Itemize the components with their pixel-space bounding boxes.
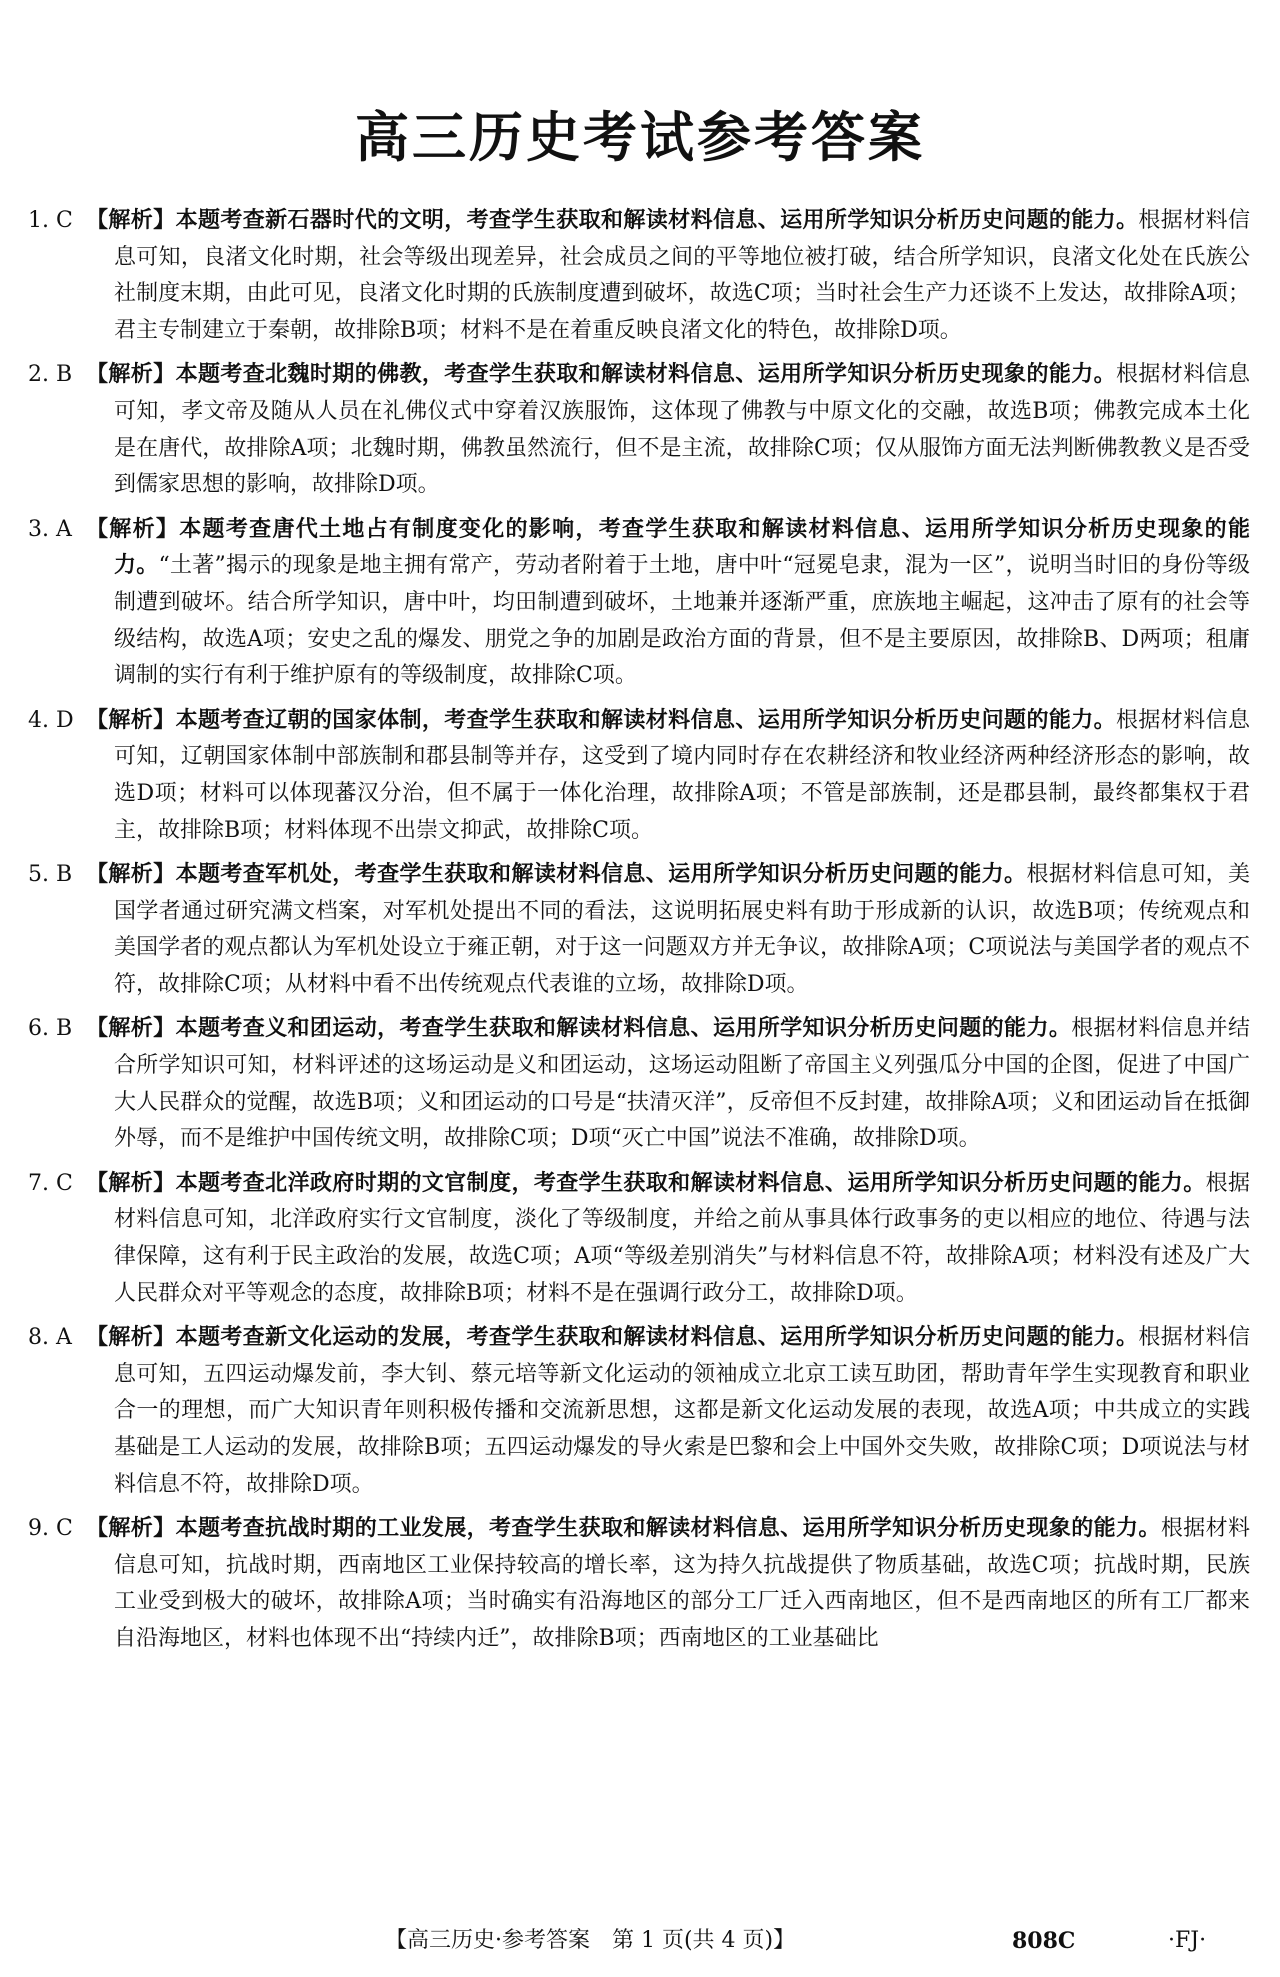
explanation-body: 根据材料信息可知，辽朝国家体制中部族制和郡县制等并存，这受到了境内同时存在农耕经济和牧业经济两种经济形态的影响，故选D项；材料可以体现蕃汉分治，但不属于一体化治理，故排除A项；不管是部族制，还是郡县制，最终都集权于君主，故排除B项；材料体现不出崇文抑武，故排除C项。 bbox=[114, 707, 1250, 843]
answer-number: 4. D bbox=[28, 707, 74, 733]
answer-number: 3. A bbox=[28, 516, 72, 542]
answer-explanation bbox=[86, 857, 1250, 1003]
answer-item-7 bbox=[28, 1166, 1250, 1312]
answer-number: 2. B bbox=[28, 362, 73, 388]
answer-item-4 bbox=[28, 703, 1250, 849]
answer-explanation bbox=[86, 357, 1250, 503]
explanation-body: 根据材料信息可知，良渚文化时期，社会等级出现差异，社会成员之间的平等地位被打破，结合所学知识，良渚文化处在氏族公社制度末期，由此可见，良渚文化时期的氏族制度遭到破坏，故选C项；当时社会生产力还谈不上发达，故排除A项；君主专制建立于秦朝，故排除B项；材料不是在着重反映良渚文化的特色，故排除D项。 bbox=[114, 208, 1250, 343]
answer-number: 8. A bbox=[28, 1325, 72, 1351]
answer-number: 5. B bbox=[28, 862, 73, 888]
answer-number: 9. C bbox=[28, 1516, 73, 1542]
explanation-lead: 【解析】本题考查新石器时代的文明，考查学生获取和解读材料信息、运用所学知识分析历史问题的能力。 bbox=[86, 208, 1139, 233]
explanation-lead: 【解析】本题考查北魏时期的佛教，考查学生获取和解读材料信息、运用所学知识分析历史现象的能力。 bbox=[86, 362, 1117, 388]
page-title: 高三历史考试参考答案 bbox=[355, 106, 925, 169]
answer-explanation bbox=[86, 1320, 1250, 1503]
explanation-body: 根据材料信息可知，抗战时期，西南地区工业保持较高的增长率，这为持久抗战提供了物质基础，故选C项；抗战时期，民族工业受到极大的破坏，故排除A项；当时确实有沿海地区的部分工厂迁入西南地区，但不是西南地区的所有工厂都来自沿海地区，材料也体现不出“持续内迁”，故排除B项；西南地区的工业基础比 bbox=[114, 1516, 1250, 1651]
answer-number: 7. C bbox=[28, 1170, 73, 1196]
answer-explanation bbox=[86, 203, 1250, 349]
answer-explanation bbox=[86, 703, 1250, 849]
answer-item-8 bbox=[28, 1320, 1250, 1503]
explanation-lead: 【解析】本题考查辽朝的国家体制，考查学生获取和解读材料信息、运用所学知识分析历史问题的能力。 bbox=[86, 707, 1117, 733]
explanation-body: 根据材料信息可知，北洋政府实行文官制度，淡化了等级制度，并给之前从事具体行政事务的吏以相应的地位、待遇与法律保障，这有利于民主政治的发展，故选C项；A项“等级差别消失”与材料信息不符，故排除A项；材料没有述及广大人民群众对平等观念的态度，故排除B项；材料不是在强调行政分工，故排除D项。 bbox=[114, 1170, 1250, 1306]
answer-item-2 bbox=[28, 357, 1250, 503]
explanation-body: 根据材料信息可知，美国学者通过研究满文档案，对军机处提出不同的看法，这说明拓展史料有助于形成新的认识，故选B项；传统观点和美国学者的观点都认为军机处设立于雍正朝，对于这一问题双方并无争议，故排除A项；C项说法与美国学者的观点不符，故排除C项；从材料中看不出传统观点代表谁的立场，故排除D项。 bbox=[114, 862, 1250, 997]
answer-item-6 bbox=[28, 1011, 1250, 1157]
footer-page-info: 【高三历史·参考答案 第 1 页(共 4 页)】 bbox=[385, 1928, 796, 1953]
footer-exam-code: 808C bbox=[1012, 1928, 1076, 1954]
explanation-lead: 【解析】本题考查义和团运动，考查学生获取和解读材料信息、运用所学知识分析历史问题的能力。 bbox=[86, 1016, 1072, 1042]
answer-number: 1. C bbox=[28, 208, 73, 233]
answer-item-5 bbox=[28, 857, 1250, 1003]
explanation-lead: 【解析】本题考查军机处，考查学生获取和解读材料信息、运用所学知识分析历史问题的能力。 bbox=[86, 862, 1027, 888]
answer-explanation bbox=[86, 1011, 1250, 1157]
explanation-body: 根据材料信息可知，五四运动爆发前，李大钊、蔡元培等新文化运动的领袖成立北京工读互助团，帮助青年学生实现教育和职业合一的理想，而广大知识青年则积极传播和交流新思想，这都是新文化运动发展的表现，故选A项；中共成立的实践基础是工人运动的发展，故排除B项；五四运动爆发的导火索是巴黎和会上中国外交失败，故排除C项；D项说法与材料信息不符，故排除D项。 bbox=[114, 1325, 1250, 1497]
answer-list bbox=[28, 203, 1250, 1666]
explanation-lead: 【解析】本题考查新文化运动的发展，考查学生获取和解读材料信息、运用所学知识分析历史问题的能力。 bbox=[86, 1325, 1139, 1351]
footer-region-mark: ·FJ· bbox=[1168, 1928, 1207, 1953]
explanation-body: “土著”揭示的现象是地主拥有常产，劳动者附着于土地，唐中叶“冠冕皂隶，混为一区”，说明当时旧的身份等级制遭到破坏。结合所学知识，唐中叶，均田制遭到破坏，土地兼并逐渐严重，庶族地主崛起，这冲击了原有的社会等级结构，故选A项；安史之乱的爆发、朋党之争的加剧是政治方面的背景，但不是主要原因，故排除B、D两项；租庸调制的实行有利于维护原有的等级制度，故排除C项。 bbox=[114, 553, 1250, 689]
explanation-lead: 【解析】本题考查抗战时期的工业发展，考查学生获取和解读材料信息、运用所学知识分析历史现象的能力。 bbox=[86, 1516, 1161, 1542]
explanation-lead: 【解析】本题考查北洋政府时期的文官制度，考查学生获取和解读材料信息、运用所学知识分析历史问题的能力。 bbox=[86, 1170, 1206, 1196]
explanation-body: 根据材料信息可知，孝文帝及随从人员在礼佛仪式中穿着汉族服饰，这体现了佛教与中原文化的交融，故选B项；佛教完成本土化是在唐代，故排除A项；北魏时期，佛教虽然流行，但不是主流，故排除C项；仅从服饰方面无法判断佛教教义是否受到儒家思想的影响，故排除D项。 bbox=[114, 362, 1250, 498]
answer-item-1 bbox=[28, 203, 1250, 349]
explanation-body: 根据材料信息并结合所学知识可知，材料评述的这场运动是义和团运动，这场运动阻断了帝国主义列强瓜分中国的企图，促进了中国广大人民群众的觉醒，故选B项；义和团运动的口号是“扶清灭洋”，反帝但不反封建，故排除A项；义和团运动旨在抵御外辱，而不是维护中国传统文明，故排除C项；D项“灭亡中国”说法不准确，故排除D项。 bbox=[114, 1016, 1250, 1152]
answer-explanation bbox=[86, 512, 1250, 695]
answer-item-3 bbox=[28, 512, 1250, 695]
answer-item-9 bbox=[28, 1511, 1250, 1657]
explanation-lead: 【解析】本题考查唐代土地占有制度变化的影响，考查学生获取和解读材料信息、运用所学知识分析历史现象的能力。 bbox=[86, 516, 1250, 579]
answer-number: 6. B bbox=[28, 1016, 73, 1042]
answer-explanation bbox=[86, 1511, 1250, 1657]
answer-explanation bbox=[86, 1166, 1250, 1312]
